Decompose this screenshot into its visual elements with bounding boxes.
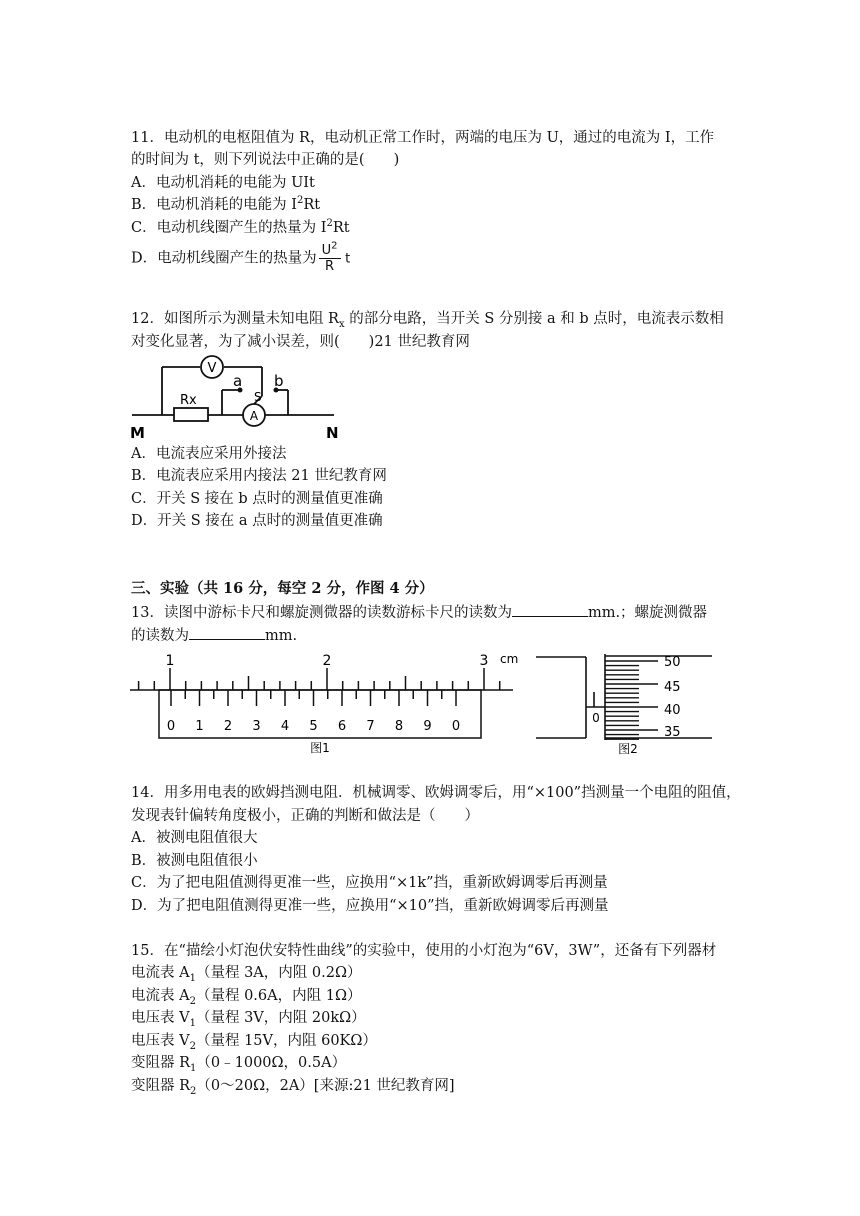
q11-option-b-sup: 2 (297, 195, 304, 207)
item-sub: 1 (190, 1062, 197, 1074)
q11-option-d-tail: t (345, 251, 351, 267)
q12-stem-tail: 的部分电路，当开关 S 分别接 a 和 b 点时，电流表示数相 (344, 311, 724, 327)
fraction-numerator-sup: 2 (331, 240, 338, 252)
q11-stem-line2: 的时间为 t，则下列说法中正确的是( ) (131, 152, 400, 168)
vernier-label: 3 (252, 719, 261, 734)
item-spec: （量程 0.6A，内阻 1Ω） (195, 988, 362, 1004)
q12-stem-line2: 对变化显著，为了减小误差，则( )21 世纪教育网 (131, 334, 470, 350)
figure-caption-2: 图2 (618, 742, 638, 756)
q11-option-d-text: D．电动机线圈产生的热量为 (131, 250, 317, 267)
vernier-label: 0 (451, 719, 461, 734)
fraction-numerator: U (321, 243, 332, 258)
q11-option-c-text: C．电动机线圈产生的热量为 I (131, 220, 327, 236)
q12-stem-sub: x (338, 318, 345, 330)
item-spec: （量程 15V，内阻 60KΩ） (195, 1033, 377, 1049)
item-sub: 2 (189, 995, 196, 1007)
q15-stem: 15．在“描绘小灯泡伏安特性曲线”的实验中，使用的小灯泡为“6V，3W”，还备有下列器材 (131, 943, 717, 959)
main-scale-label-1: 1 (165, 653, 175, 669)
item-spec: （0﹣1000Ω，0.5A） (196, 1055, 347, 1071)
q14-option-c: C．为了把电阻值测得更准一些，应换用“×1k”挡，重新欧姆调零后再测量 (131, 875, 608, 891)
item-name: 电压表 V (131, 1010, 190, 1026)
vernier-label: 0 (166, 719, 176, 734)
q12-circuit-diagram (128, 352, 358, 444)
item-name: 电流表 A (131, 965, 190, 981)
q14-stem-line2: 发现表针偏转角度极小，正确的判断和做法是（ ） (131, 808, 479, 824)
q12-option-c: C．开关 S 接在 b 点时的测量值更准确 (131, 491, 383, 507)
q11-option-b-text: B．电动机消耗的电能为 I (131, 197, 297, 213)
q11-option-a: A．电动机消耗的电能为 UIt (131, 175, 315, 191)
q14-option-a: A．被测电阻值很大 (131, 830, 258, 846)
vernier-label: 5 (309, 719, 318, 734)
item-name: 电流表 A (131, 988, 190, 1004)
q15-item-r1 (131, 1053, 346, 1073)
endpoint-n-label: N (326, 424, 339, 442)
thimble-label-35: 35 (664, 725, 681, 740)
q11-option-d-fraction (319, 240, 341, 274)
q11-option-b-tail: Rt (303, 197, 321, 213)
q14-stem-line1: 14．用多用电表的欧姆挡测电阻．机械调零、欧姆调零后，用“×100”挡测量一个电阻的阻值， (131, 785, 741, 801)
q13-stem-tail: mm.；螺旋测微器 (587, 605, 708, 621)
vernier-label: 8 (394, 719, 404, 734)
thimble-label-40: 40 (664, 703, 681, 718)
q12-option-b: B．电流表应采用内接法 21 世纪教育网 (131, 468, 387, 484)
q15-item-a2 (131, 986, 361, 1006)
item-name: 变阻器 R (131, 1055, 191, 1071)
resistor-label: Rx (180, 393, 197, 408)
q11-option-c (131, 218, 350, 238)
fraction-denominator: R (325, 259, 335, 274)
q13-stem-line2 (131, 625, 297, 646)
figure-caption-1: 图1 (310, 741, 330, 755)
q15-item-r2 (131, 1076, 455, 1096)
item-sub: 1 (189, 972, 196, 984)
switch-label: S (254, 390, 262, 404)
item-name: 变阻器 R (131, 1078, 191, 1094)
section-heading: 三、实验（共 16 分，每空 2 分，作图 4 分） (131, 580, 434, 597)
item-spec: （量程 3A，内阻 0.2Ω） (195, 965, 362, 981)
point-a-label: a (233, 372, 243, 390)
vernier-label: 6 (337, 719, 347, 734)
item-spec: （量程 3V，内阻 20kΩ） (195, 1010, 366, 1026)
q13-stem-line1 (131, 602, 707, 623)
point-b-label: b (274, 372, 284, 390)
q11-option-c-sup: 2 (326, 218, 333, 230)
q15-item-a1 (131, 963, 361, 983)
q14-option-d: D．为了把电阻值测得更准一些，应换用“×10”挡，重新欧姆调零后再测量 (131, 898, 609, 914)
q13-stem2-text: 的读数为 (131, 628, 189, 644)
q15-item-v2 (131, 1031, 377, 1051)
thimble-label-45: 45 (664, 680, 681, 695)
voltmeter-label: V (207, 361, 217, 376)
vernier-label: 1 (195, 719, 204, 734)
main-scale-label-3: 3 (479, 653, 489, 669)
endpoint-m-label: M (130, 424, 145, 442)
q15-item-v1 (131, 1008, 366, 1028)
answer-blank-micrometer (189, 625, 265, 640)
q12-option-d: D．开关 S 接在 a 点时的测量值更准确 (131, 513, 383, 529)
q11-option-d (131, 240, 351, 274)
answer-blank-vernier (512, 602, 588, 617)
vernier-label: 9 (423, 719, 432, 734)
thimble-label-50: 50 (664, 655, 681, 670)
q12-option-a: A．电流表应采用外接法 (131, 446, 287, 462)
q14-option-b: B．被测电阻值很小 (131, 853, 258, 869)
unit-label: cm (500, 652, 519, 666)
ammeter-label: A (249, 409, 259, 423)
q12-stem-text: 12．如图所示为测量未知电阻 R (131, 311, 339, 327)
vernier-label: 4 (280, 719, 290, 734)
q11-stem-line1: 11．电动机的电枢阻值为 R，电动机正常工作时，两端的电压为 U，通过的电流为 I，工作 (131, 130, 715, 146)
vernier-label: 2 (223, 719, 233, 734)
main-scale-label-2: 2 (322, 653, 332, 669)
item-name: 电压表 V (131, 1033, 190, 1049)
vernier-label: 7 (366, 719, 375, 734)
micrometer-figure (536, 650, 716, 758)
q12-stem-line1 (131, 309, 724, 329)
q13-stem-text: 13．读图中游标卡尺和螺旋测微器的读数游标卡尺的读数为 (131, 605, 512, 621)
item-sub: 1 (189, 1017, 196, 1029)
sleeve-label-0: 0 (592, 711, 600, 725)
vernier-caliper-figure (128, 648, 523, 758)
item-sub: 2 (190, 1085, 197, 1097)
item-sub: 2 (189, 1040, 196, 1052)
q13-stem2-tail: mm. (265, 628, 298, 644)
q11-option-c-tail: Rt (332, 220, 350, 236)
q11-option-b (131, 195, 320, 215)
item-spec: （0～20Ω，2A）[来源:21 世纪教育网] (196, 1078, 455, 1094)
